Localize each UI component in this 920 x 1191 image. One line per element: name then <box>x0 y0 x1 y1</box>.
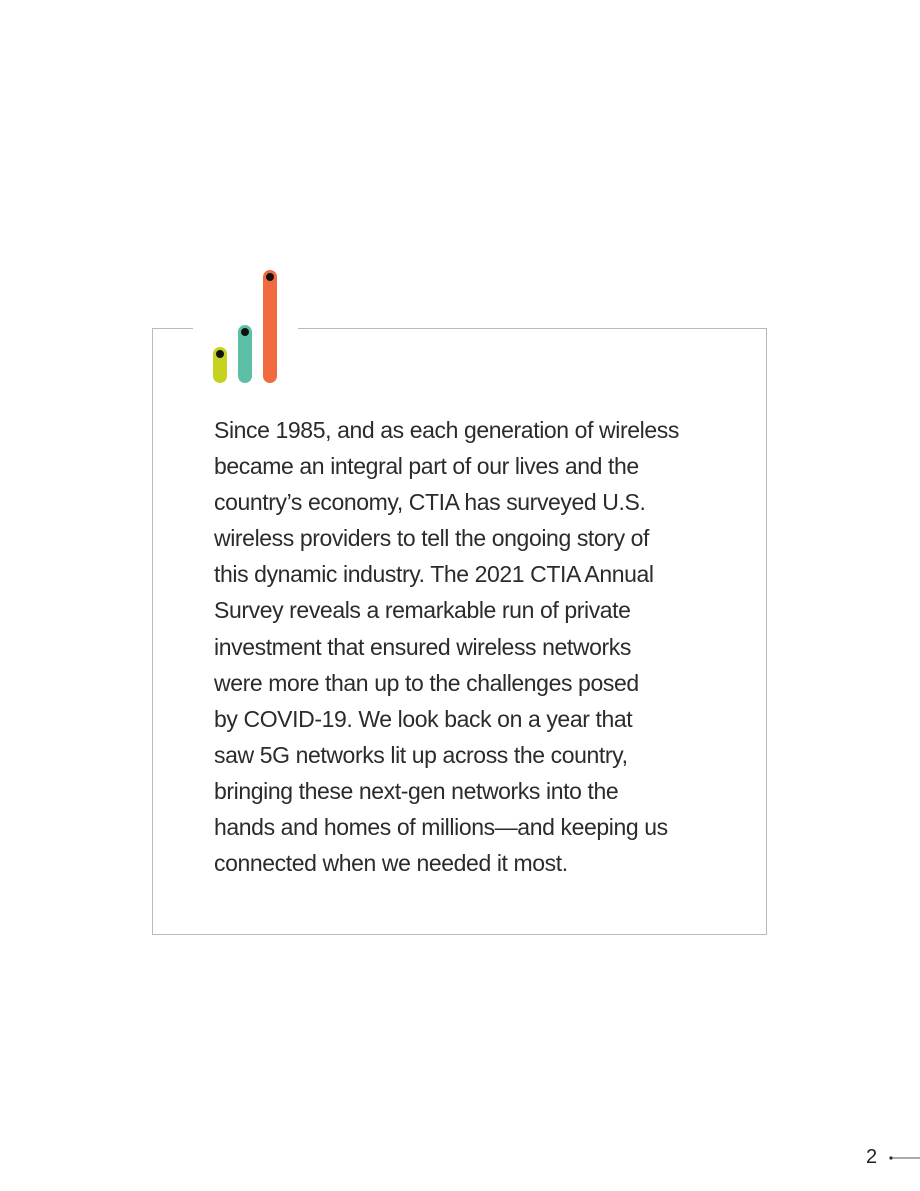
signal-bar-medium-dot <box>241 328 249 336</box>
page-number-rule <box>888 1153 920 1163</box>
signal-bars-icon <box>205 262 285 387</box>
intro-paragraph: Since 1985, and as each generation of wireless became an integral part of our lives and the country’s economy, CTIA has surveyed U.S. wireless providers to tell the ongoing story of this dynamic industry. The 2021 CTIA Annual Survey reveals a remarkable run of private investment that ensured wireless networks were more than up to the challenges posed by COVID-19. We look back on a year that saw 5G networks lit up across the country, bringing these next-gen networks into the hands and homes of millions—and keeping us connected when we needed it most. <box>214 417 679 877</box>
page-number: 2 <box>866 1146 878 1168</box>
signal-bar-tall-dot <box>266 273 274 281</box>
signal-bar-short-dot <box>216 350 224 358</box>
